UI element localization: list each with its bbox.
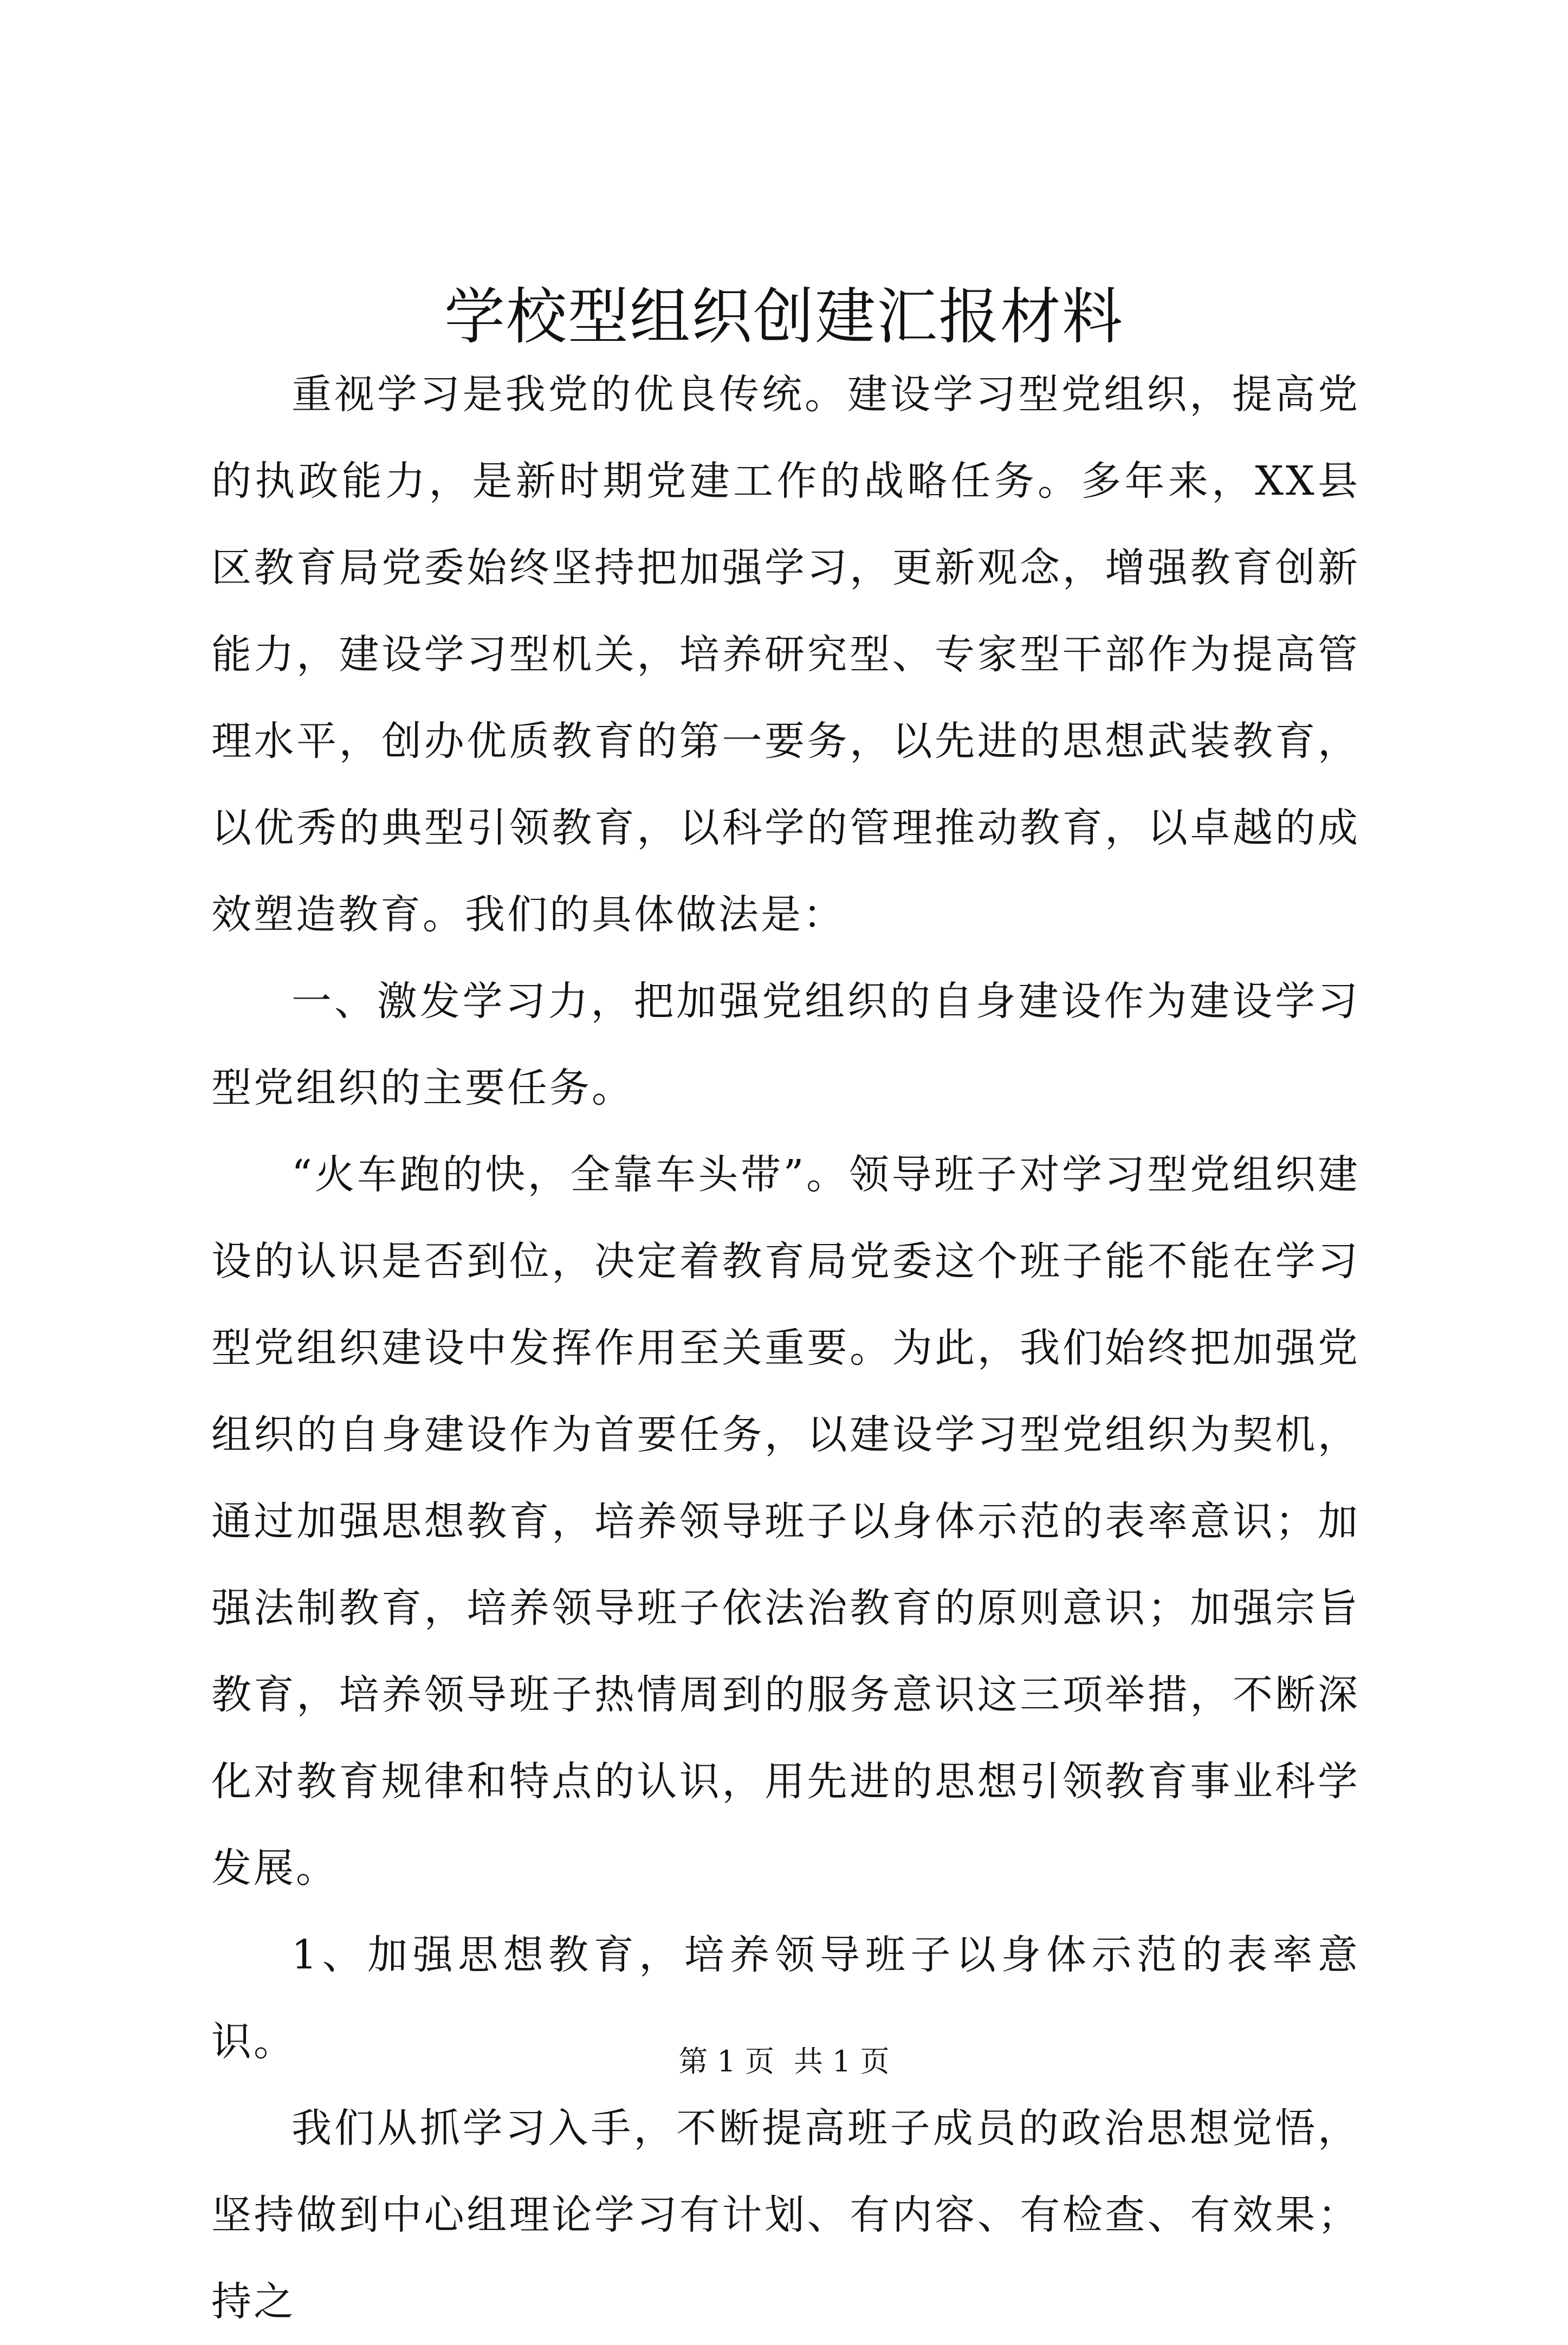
paragraph-intro: 重视学习是我党的优良传统。建设学习型党组织，提高党的执政能力，是新时期党建工作的战略任务。多年来，XX县区教育局党委始终坚持把加强学习，更新观念，增强教育创新能力，建设学习型机关，培养研究型、专家型干部作为提高管理水平，创办优质教育的第一要务，以先进的思想武装教育，以优秀的典型引领教育，以科学的管理推动教育，以卓越的成效塑造教育。我们的具体做法是： <box>211 371 1360 938</box>
paragraph-subsection-one-heading: 1、加强思想教育，培养领导班子以身体示范的表率意识。 <box>211 1932 1360 2065</box>
page-footer <box>0 2043 1568 2081</box>
paragraph-study: 我们从抓学习入手，不断提高班子成员的政治思想觉悟，坚持做到中心组理论学习有计划、有内容、有检查、有效果；持之 <box>211 2105 1360 2325</box>
page-number-label: 第 1 页 <box>678 2044 774 2078</box>
paragraph-leadership: “火车跑的快，全靠车头带”。领导班子对学习型党组织建设的认识是否到位，决定着教育局党委这个班子能不能在学习型党组织建设中发挥作用至关重要。为此，我们始终把加强党组织的自身建设作为首要任务，以建设学习型党组织为契机，通过加强思想教育，培养领导班子以身体示范的表率意识；加强法制教育，培养领导班子依法治教育的原则意识；加强宗旨教育，培养领导班子热情周到的服务意识这三项举措，不断深化对教育规律和特点的认识，用先进的思想引领教育事业科学发展。 <box>211 1151 1360 1891</box>
paragraph-section-one-heading: 一、激发学习力，把加强党组织的自身建设作为建设学习型党组织的主要任务。 <box>211 978 1360 1111</box>
page-total-label: 共 1 页 <box>794 2044 890 2078</box>
document-title: 学校型组织创建汇报材料 <box>444 282 1124 352</box>
